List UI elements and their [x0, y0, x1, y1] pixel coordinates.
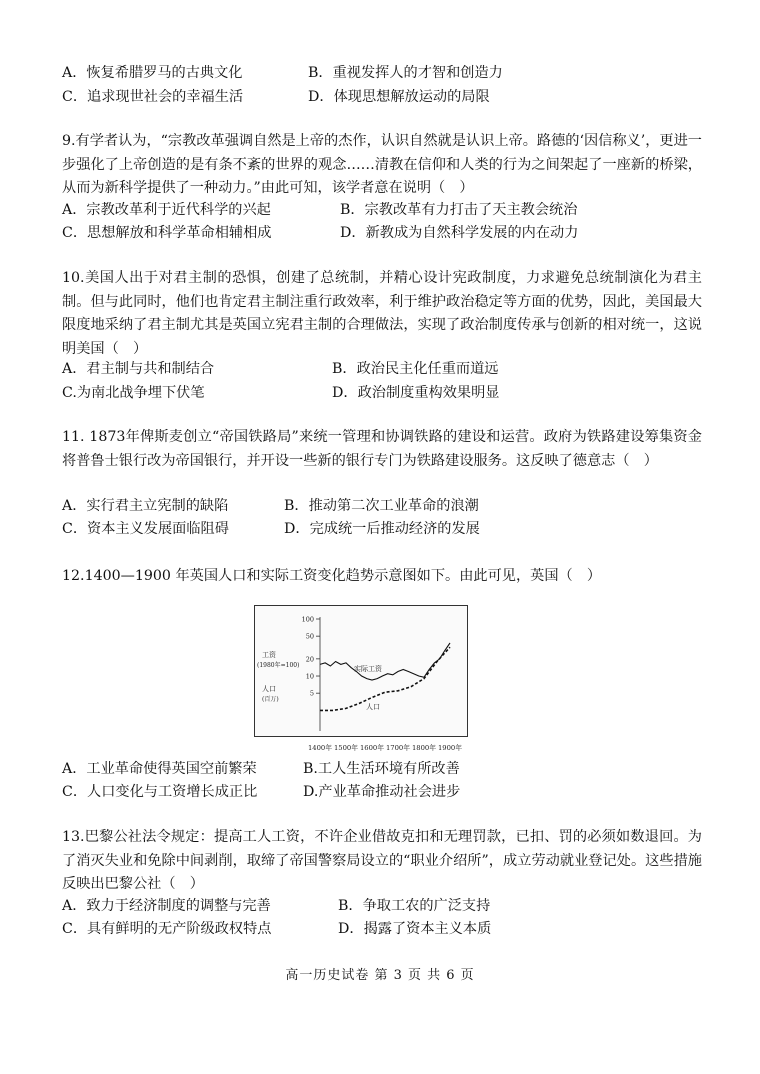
q13-stem: 13.巴黎公社法令规定：提高工人工资，不许企业借故克扣和无理罚款，已扣、罚的必须如数退回。为了消灭失业和免除中间剥削，取缔了帝国警察局设立的“职业介绍所”，成立劳动就业登记处。这些措施反映出巴黎公社（ ） — [62, 829, 702, 892]
population-axis-sublabel: (百万) — [262, 696, 279, 703]
y-tick-label: 50 — [305, 632, 314, 641]
q12-option-a: A．工业革命使得英国空前繁荣 — [62, 761, 257, 777]
x-tick-label: 1500年 — [333, 744, 359, 752]
q10-option-b: B．政治民主化任重而道远 — [332, 361, 499, 377]
q12-option-d: D.产业革命推动社会进步 — [303, 784, 461, 800]
y-tick-label: 20 — [305, 655, 314, 664]
y-tick-label: 5 — [309, 689, 314, 698]
q11-option-d: D．完成统一后推动经济的发展 — [284, 521, 480, 537]
q9-stem: 9.有学者认为，“宗教改革强调自然是上帝的杰作，认识自然就是认识上帝。路德的‘因信称义’，更进一步强化了上帝创造的是有条不紊的世界的观念……清教在信仰和人类的行为之间架起了一座新的桥梁，从而为新科学提供了一种动力。”由此可知，该学者意在说明（ ） — [62, 133, 702, 196]
x-tick-label: 1600年 — [359, 744, 385, 752]
q11-option-b: B．推动第二次工业革命的浪潮 — [284, 498, 479, 514]
q13-option-d: D．揭露了资本主义本质 — [338, 921, 492, 937]
q13-option-c: C．具有鲜明的无产阶级政权特点 — [62, 921, 272, 937]
population-axis-label: 人口 — [262, 685, 276, 693]
y-tick-label: 10 — [305, 672, 314, 681]
q10-option-a: A．君主制与共和制结合 — [62, 361, 215, 377]
q9-option-a: A．宗教改革利于近代科学的兴起 — [62, 202, 271, 218]
x-tick-label: 1700年 — [385, 744, 411, 752]
q10-option-d: D．政治制度重构效果明显 — [332, 385, 500, 401]
x-tick-label: 1400年 — [307, 744, 333, 752]
chart-svg — [254, 605, 468, 755]
q13-option-b: B．争取工农的广泛支持 — [338, 898, 491, 914]
wage-axis-sublabel: (1980年=100) — [257, 662, 300, 669]
q8-option-c: C．追求现世社会的幸福生活 — [62, 89, 244, 105]
q12-option-c: C．人口变化与工资增长成正比 — [62, 784, 258, 800]
x-tick-label: 1900年 — [437, 744, 463, 752]
q12-stem: 12.1400—1900 年英国人口和实际工资变化趋势示意图如下。由此可见，英国（ ） — [62, 568, 602, 584]
q10-option-c: C.为南北战争埋下伏笔 — [62, 385, 205, 401]
q9-option-d: D．新教成为自然科学发展的内在动力 — [340, 225, 579, 241]
y-tick-label: 100 — [301, 615, 314, 624]
series-label-population: 人口 — [366, 703, 380, 711]
q12-option-b: B.工人生活环境有所改善 — [303, 761, 460, 777]
q8-option-a: A．恢复希腊罗马的古典文化 — [62, 65, 243, 81]
q11-option-a: A．实行君主立宪制的缺陷 — [62, 498, 229, 514]
page-footer: 高一历史试卷 第 3 页 共 6 页 — [285, 968, 475, 983]
q9-option-b: B．宗教改革有力打击了天主教会统治 — [340, 202, 578, 218]
series-label-wage: 实际工资 — [354, 665, 382, 673]
q11-stem: 11. 1873年俾斯麦创立“帝国铁路局”来统一管理和协调铁路的建设和运营。政府为铁路建设筹集资金将普鲁士银行改为帝国银行，并开设一些新的银行专门为铁路建设服务。这反映了德意志（ ） — [62, 429, 702, 469]
q8-option-b: B．重视发挥人的才智和创造力 — [308, 65, 503, 81]
q9-option-c: C．思想解放和科学革命相辅相成 — [62, 225, 272, 241]
q11-option-c: C．资本主义发展面临阻碍 — [62, 521, 229, 537]
q13-option-a: A．致力于经济制度的调整与完善 — [62, 898, 271, 914]
x-tick-label: 1800年 — [411, 744, 437, 752]
wage-axis-label: 工资 — [262, 651, 276, 659]
population-wage-chart — [254, 605, 468, 755]
q10-stem: 10.美国人出于对君主制的恐惧，创建了总统制，并精心设计宪政制度，力求避免总统制演化为君主制。但与此同时，他们也肯定君主制注重行政效率，利于维护政治稳定等方面的优势，因此，美国最大限度地采纳了君主制尤其是英国立宪君主制的合理做法，实现了政治制度传承与创新的相对统一，这说明美国（ ） — [62, 270, 702, 357]
q8-option-d: D．体现思想解放运动的局限 — [308, 89, 490, 105]
